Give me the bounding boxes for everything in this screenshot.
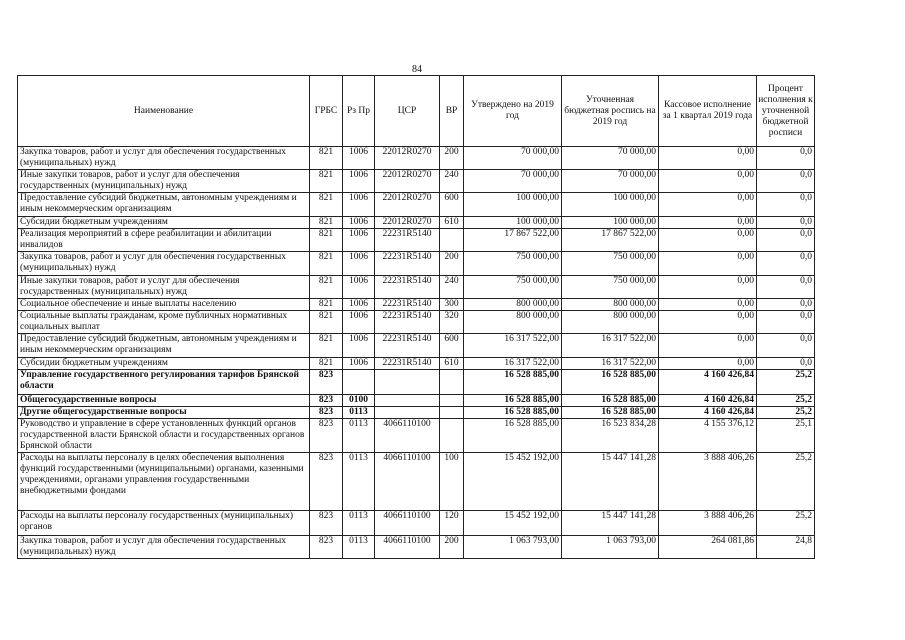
cell-refined: 15 447 141,28 bbox=[562, 511, 659, 536]
cell-refined: 70 000,00 bbox=[562, 170, 659, 193]
cell-grbs: 823 bbox=[310, 395, 343, 407]
cell-vr bbox=[440, 407, 464, 419]
cell-csr bbox=[375, 395, 440, 407]
cell-grbs: 821 bbox=[310, 334, 343, 358]
table-row bbox=[18, 334, 815, 358]
cell-cash: 0,00 bbox=[659, 276, 757, 299]
cell-percent: 0,0 bbox=[757, 311, 815, 334]
cell-refined: 16 528 885,00 bbox=[562, 370, 659, 395]
cell-rzpr: 0113 bbox=[343, 453, 375, 511]
cell-name: Расходы на выплаты персоналу государственных (муниципальных) органов bbox=[18, 511, 310, 536]
cell-approved: 1 063 793,00 bbox=[464, 536, 562, 559]
cell-vr: 610 bbox=[440, 217, 464, 229]
cell-grbs: 821 bbox=[310, 170, 343, 193]
header-approved: Утверждено на 2019 год bbox=[464, 76, 562, 147]
cell-approved: 15 452 192,00 bbox=[464, 453, 562, 511]
cell-approved: 70 000,00 bbox=[464, 170, 562, 193]
cell-refined: 800 000,00 bbox=[562, 299, 659, 311]
header-name: Наименование bbox=[18, 76, 310, 147]
cell-percent: 25,2 bbox=[757, 511, 815, 536]
cell-percent: 0,0 bbox=[757, 193, 815, 217]
cell-grbs: 823 bbox=[310, 511, 343, 536]
cell-approved: 800 000,00 bbox=[464, 311, 562, 334]
cell-name: Субсидии бюджетным учреждениям bbox=[18, 217, 310, 229]
cell-csr: 22231R5140 bbox=[375, 276, 440, 299]
cell-grbs: 821 bbox=[310, 193, 343, 217]
cell-csr: 4066110100 bbox=[375, 536, 440, 559]
cell-approved: 800 000,00 bbox=[464, 299, 562, 311]
cell-percent: 25,2 bbox=[757, 407, 815, 419]
cell-grbs: 823 bbox=[310, 536, 343, 559]
table-row bbox=[18, 299, 815, 311]
budget-table bbox=[17, 75, 815, 559]
table-row bbox=[18, 193, 815, 217]
cell-csr: 22012R0270 bbox=[375, 170, 440, 193]
cell-cash: 4 155 376,12 bbox=[659, 419, 757, 453]
table-row bbox=[18, 511, 815, 536]
table-row bbox=[18, 395, 815, 407]
cell-percent: 0,0 bbox=[757, 276, 815, 299]
cell-cash: 4 160 426,84 bbox=[659, 370, 757, 395]
cell-percent: 0,0 bbox=[757, 299, 815, 311]
cell-csr: 22231R5140 bbox=[375, 358, 440, 370]
cell-csr: 22231R5140 bbox=[375, 311, 440, 334]
header-cash: Кассовое исполнение за 1 квартал 2019 года bbox=[659, 76, 757, 147]
header-csr: ЦСР bbox=[375, 76, 440, 147]
cell-vr: 240 bbox=[440, 276, 464, 299]
cell-grbs: 821 bbox=[310, 276, 343, 299]
cell-percent: 25,2 bbox=[757, 453, 815, 511]
cell-rzpr: 0113 bbox=[343, 511, 375, 536]
cell-percent: 0,0 bbox=[757, 252, 815, 276]
cell-name: Субсидии бюджетным учреждениям bbox=[18, 358, 310, 370]
cell-refined: 1 063 793,00 bbox=[562, 536, 659, 559]
cell-csr: 22231R5140 bbox=[375, 334, 440, 358]
cell-grbs: 821 bbox=[310, 217, 343, 229]
cell-vr bbox=[440, 419, 464, 453]
cell-csr: 4066110100 bbox=[375, 419, 440, 453]
cell-rzpr: 0113 bbox=[343, 407, 375, 419]
cell-csr: 4066110100 bbox=[375, 453, 440, 511]
table-row bbox=[18, 419, 815, 453]
cell-percent: 24,8 bbox=[757, 536, 815, 559]
cell-rzpr: 1006 bbox=[343, 299, 375, 311]
cell-percent: 25,2 bbox=[757, 395, 815, 407]
cell-grbs: 823 bbox=[310, 453, 343, 511]
cell-csr: 22012R0270 bbox=[375, 147, 440, 170]
cell-percent: 0,0 bbox=[757, 358, 815, 370]
cell-vr bbox=[440, 229, 464, 252]
cell-cash: 0,00 bbox=[659, 217, 757, 229]
cell-name: Закупка товаров, работ и услуг для обеспечения государственных (муниципальных) нужд bbox=[18, 147, 310, 170]
cell-rzpr: 1006 bbox=[343, 229, 375, 252]
cell-refined: 800 000,00 bbox=[562, 311, 659, 334]
cell-cash: 0,00 bbox=[659, 229, 757, 252]
table-row bbox=[18, 252, 815, 276]
cell-name: Иные закупки товаров, работ и услуг для обеспечения государственных (муниципальных) нужд bbox=[18, 170, 310, 193]
cell-name: Иные закупки товаров, работ и услуг для обеспечения государственных (муниципальных) нужд bbox=[18, 276, 310, 299]
table-row bbox=[18, 147, 815, 170]
cell-approved: 17 867 522,00 bbox=[464, 229, 562, 252]
cell-csr: 22231R5140 bbox=[375, 252, 440, 276]
cell-rzpr: 1006 bbox=[343, 276, 375, 299]
cell-rzpr bbox=[343, 370, 375, 395]
cell-rzpr: 0100 bbox=[343, 395, 375, 407]
header-refined: Уточненная бюджетная роспись на 2019 год bbox=[562, 76, 659, 147]
cell-refined: 16 528 885,00 bbox=[562, 395, 659, 407]
cell-cash: 264 081,86 bbox=[659, 536, 757, 559]
cell-approved: 16 528 885,00 bbox=[464, 407, 562, 419]
table-row bbox=[18, 229, 815, 252]
cell-rzpr: 1006 bbox=[343, 147, 375, 170]
cell-rzpr: 1006 bbox=[343, 311, 375, 334]
cell-cash: 0,00 bbox=[659, 299, 757, 311]
cell-cash: 0,00 bbox=[659, 170, 757, 193]
cell-refined: 750 000,00 bbox=[562, 276, 659, 299]
cell-cash: 4 160 426,84 bbox=[659, 395, 757, 407]
cell-vr: 100 bbox=[440, 453, 464, 511]
cell-grbs: 821 bbox=[310, 147, 343, 170]
cell-rzpr: 0113 bbox=[343, 419, 375, 453]
cell-refined: 15 447 141,28 bbox=[562, 453, 659, 511]
cell-csr bbox=[375, 407, 440, 419]
page-number: 84 bbox=[412, 64, 422, 75]
cell-name: Руководство и управление в сфере установленных функций органов государственной власти Брянской области и государственных органов Брянской области bbox=[18, 419, 310, 453]
cell-grbs: 821 bbox=[310, 229, 343, 252]
cell-rzpr: 1006 bbox=[343, 193, 375, 217]
table-header-row bbox=[18, 76, 815, 147]
cell-cash: 0,00 bbox=[659, 358, 757, 370]
cell-cash: 0,00 bbox=[659, 252, 757, 276]
cell-grbs: 823 bbox=[310, 419, 343, 453]
cell-grbs: 821 bbox=[310, 252, 343, 276]
cell-vr: 120 bbox=[440, 511, 464, 536]
cell-percent: 0,0 bbox=[757, 170, 815, 193]
cell-vr: 240 bbox=[440, 170, 464, 193]
cell-name: Закупка товаров, работ и услуг для обеспечения государственных (муниципальных) нужд bbox=[18, 252, 310, 276]
cell-percent: 0,0 bbox=[757, 147, 815, 170]
cell-name: Предоставление субсидий бюджетным, автономным учреждениям и иным некоммерческим организациям bbox=[18, 193, 310, 217]
cell-refined: 16 317 522,00 bbox=[562, 334, 659, 358]
cell-approved: 100 000,00 bbox=[464, 193, 562, 217]
cell-rzpr: 1006 bbox=[343, 358, 375, 370]
cell-cash: 0,00 bbox=[659, 147, 757, 170]
cell-approved: 16 317 522,00 bbox=[464, 334, 562, 358]
table-body bbox=[18, 147, 815, 559]
cell-grbs: 823 bbox=[310, 407, 343, 419]
cell-name: Другие общегосударственные вопросы bbox=[18, 407, 310, 419]
cell-rzpr: 1006 bbox=[343, 252, 375, 276]
cell-vr: 200 bbox=[440, 536, 464, 559]
cell-rzpr: 0113 bbox=[343, 536, 375, 559]
cell-cash: 3 888 406,26 bbox=[659, 511, 757, 536]
table-row bbox=[18, 453, 815, 511]
cell-grbs: 823 bbox=[310, 370, 343, 395]
header-vr: ВР bbox=[440, 76, 464, 147]
cell-refined: 750 000,00 bbox=[562, 252, 659, 276]
cell-vr: 200 bbox=[440, 147, 464, 170]
cell-grbs: 821 bbox=[310, 311, 343, 334]
cell-name: Общегосударственные вопросы bbox=[18, 395, 310, 407]
table-row bbox=[18, 536, 815, 559]
cell-csr: 4066110100 bbox=[375, 511, 440, 536]
cell-approved: 70 000,00 bbox=[464, 147, 562, 170]
cell-cash: 0,00 bbox=[659, 334, 757, 358]
cell-percent: 25,1 bbox=[757, 419, 815, 453]
cell-refined: 16 523 834,28 bbox=[562, 419, 659, 453]
cell-refined: 16 528 885,00 bbox=[562, 407, 659, 419]
cell-percent: 25,2 bbox=[757, 370, 815, 395]
cell-percent: 0,0 bbox=[757, 217, 815, 229]
table-row bbox=[18, 311, 815, 334]
cell-vr: 200 bbox=[440, 252, 464, 276]
cell-refined: 17 867 522,00 bbox=[562, 229, 659, 252]
cell-approved: 15 452 192,00 bbox=[464, 511, 562, 536]
cell-vr bbox=[440, 395, 464, 407]
cell-rzpr: 1006 bbox=[343, 170, 375, 193]
cell-name: Расходы на выплаты персоналу в целях обеспечения выполнения функций государственными (муниципальными) органами, казенными учреждениями, органами управления государственными внебюджетными фондами bbox=[18, 453, 310, 511]
cell-rzpr: 1006 bbox=[343, 217, 375, 229]
cell-name: Социальные выплаты гражданам, кроме публичных нормативных социальных выплат bbox=[18, 311, 310, 334]
cell-cash: 0,00 bbox=[659, 311, 757, 334]
cell-rzpr: 1006 bbox=[343, 334, 375, 358]
header-percent: Процент исполнения к уточненной бюджетной росписи bbox=[757, 76, 815, 147]
cell-cash: 3 888 406,26 bbox=[659, 453, 757, 511]
cell-csr bbox=[375, 370, 440, 395]
cell-approved: 750 000,00 bbox=[464, 276, 562, 299]
cell-refined: 16 317 522,00 bbox=[562, 358, 659, 370]
cell-vr: 600 bbox=[440, 334, 464, 358]
table-row bbox=[18, 170, 815, 193]
cell-csr: 22012R0270 bbox=[375, 193, 440, 217]
header-rzpr: Рз Пр bbox=[343, 76, 375, 147]
cell-name: Закупка товаров, работ и услуг для обеспечения государственных (муниципальных) нужд bbox=[18, 536, 310, 559]
cell-vr: 600 bbox=[440, 193, 464, 217]
table-row bbox=[18, 407, 815, 419]
table-row bbox=[18, 370, 815, 395]
cell-approved: 750 000,00 bbox=[464, 252, 562, 276]
cell-name: Социальное обеспечение и иные выплаты населению bbox=[18, 299, 310, 311]
table-row bbox=[18, 276, 815, 299]
cell-name: Предоставление субсидий бюджетным, автономным учреждениям и иным некоммерческим организациям bbox=[18, 334, 310, 358]
table-row bbox=[18, 217, 815, 229]
cell-refined: 100 000,00 bbox=[562, 217, 659, 229]
cell-refined: 70 000,00 bbox=[562, 147, 659, 170]
cell-cash: 4 160 426,84 bbox=[659, 407, 757, 419]
cell-vr: 300 bbox=[440, 299, 464, 311]
cell-csr: 22012R0270 bbox=[375, 217, 440, 229]
cell-approved: 16 528 885,00 bbox=[464, 419, 562, 453]
cell-grbs: 821 bbox=[310, 299, 343, 311]
cell-refined: 100 000,00 bbox=[562, 193, 659, 217]
cell-name: Реализация мероприятий в сфере реабилитации и абилитации инвалидов bbox=[18, 229, 310, 252]
cell-percent: 0,0 bbox=[757, 229, 815, 252]
cell-approved: 16 317 522,00 bbox=[464, 358, 562, 370]
cell-approved: 16 528 885,00 bbox=[464, 370, 562, 395]
cell-approved: 100 000,00 bbox=[464, 217, 562, 229]
cell-vr bbox=[440, 370, 464, 395]
cell-vr: 320 bbox=[440, 311, 464, 334]
cell-csr: 22231R5140 bbox=[375, 299, 440, 311]
header-grbs: ГРБС bbox=[310, 76, 343, 147]
cell-name: Управление государственного регулирования тарифов Брянской области bbox=[18, 370, 310, 395]
cell-cash: 0,00 bbox=[659, 193, 757, 217]
cell-vr: 610 bbox=[440, 358, 464, 370]
cell-approved: 16 528 885,00 bbox=[464, 395, 562, 407]
table-row bbox=[18, 358, 815, 370]
cell-grbs: 821 bbox=[310, 358, 343, 370]
cell-percent: 0,0 bbox=[757, 334, 815, 358]
cell-csr: 22231R5140 bbox=[375, 229, 440, 252]
